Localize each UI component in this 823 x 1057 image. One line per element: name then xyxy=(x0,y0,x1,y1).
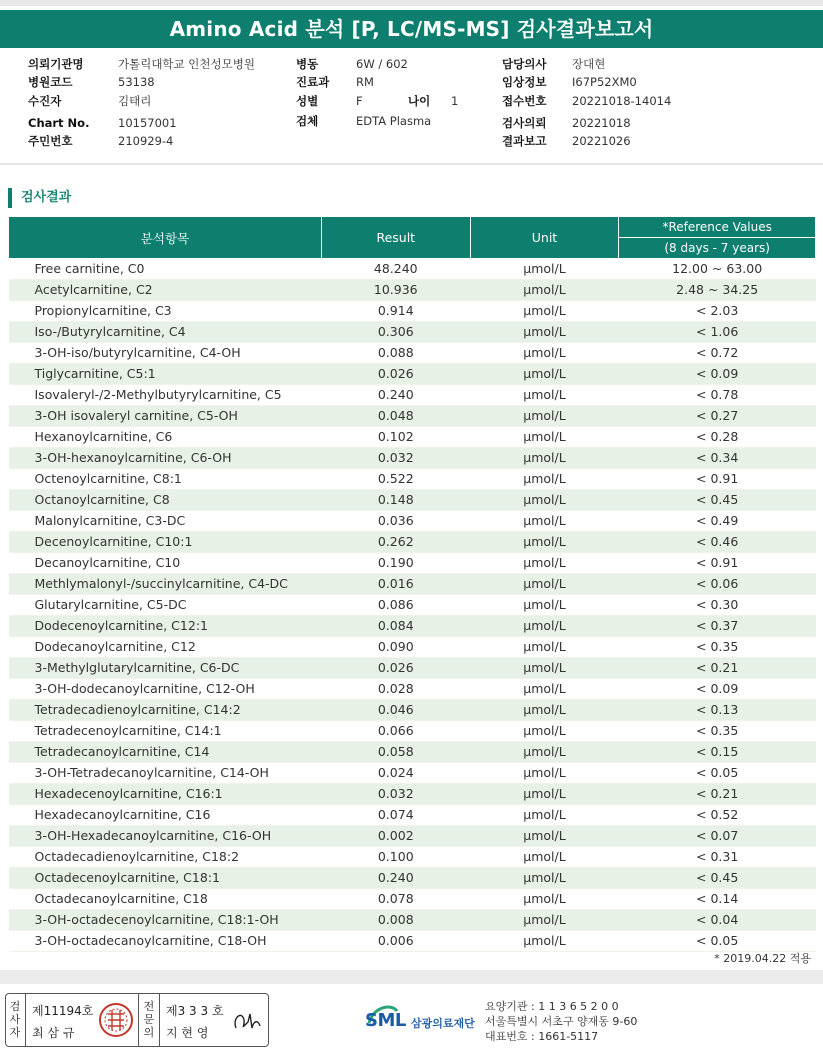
unit-value: μmol/L xyxy=(470,280,619,301)
analyte-name: Iso-/Butyrylcarnitine, C4 xyxy=(9,322,322,343)
result-value: 0.008 xyxy=(321,910,470,931)
footer-band xyxy=(0,970,823,984)
reference-value: < 0.05 xyxy=(619,931,816,952)
table-row xyxy=(9,784,816,805)
unit-value: μmol/L xyxy=(470,532,619,553)
unit-value: μmol/L xyxy=(470,700,619,721)
unit-value: μmol/L xyxy=(470,742,619,763)
divider xyxy=(159,994,160,1046)
unit-value: μmol/L xyxy=(470,595,619,616)
unit-value: μmol/L xyxy=(470,511,619,532)
divider xyxy=(138,994,139,1046)
analyte-name: 3-OH-hexanoylcarnitine, C6-OH xyxy=(9,448,322,469)
table-row xyxy=(9,532,816,553)
unit-value: μmol/L xyxy=(470,448,619,469)
tester-name: 최 삼 규 xyxy=(32,1026,75,1040)
analyte-name: Isovaleryl-/2-Methylbutyrylcarnitine, C5 xyxy=(9,385,322,406)
results-table xyxy=(8,216,816,952)
table-row xyxy=(9,553,816,574)
table-row xyxy=(9,280,816,301)
table-row xyxy=(9,343,816,364)
seal-stamp-icon xyxy=(98,1002,134,1038)
specialist-name: 지 현 영 xyxy=(166,1026,209,1040)
table-row xyxy=(9,427,816,448)
reference-value: < 0.91 xyxy=(619,553,816,574)
reference-value: < 0.35 xyxy=(619,637,816,658)
org-line-2: 서울특별시 서초구 양재동 9-60 xyxy=(485,1015,638,1028)
section-title: 검사결과 xyxy=(8,188,71,208)
info-divider xyxy=(0,163,823,165)
unit-value: μmol/L xyxy=(470,679,619,700)
info-value-age: 1 xyxy=(451,94,459,108)
signature-icon xyxy=(228,1006,264,1036)
info-label: 검사의뢰 xyxy=(502,116,547,130)
reference-value: < 0.34 xyxy=(619,448,816,469)
analyte-name: Malonylcarnitine, C3-DC xyxy=(9,511,322,532)
analyte-name: Tetradecanoylcarnitine, C14 xyxy=(9,742,322,763)
analyte-name: Propionylcarnitine, C3 xyxy=(9,301,322,322)
divider xyxy=(25,994,26,1046)
info-label: 수진자 xyxy=(28,94,62,108)
info-value: I67P52XM0 xyxy=(572,75,637,89)
analyte-name: Decenoylcarnitine, C10:1 xyxy=(9,532,322,553)
unit-value: μmol/L xyxy=(470,721,619,742)
result-value: 0.148 xyxy=(321,490,470,511)
reference-value: < 0.15 xyxy=(619,742,816,763)
table-row xyxy=(9,868,816,889)
table-row xyxy=(9,574,816,595)
info-label: Chart No. xyxy=(28,116,90,130)
reference-value: < 0.78 xyxy=(619,385,816,406)
table-row xyxy=(9,763,816,784)
specialist-label: 전 문 의 xyxy=(143,1000,155,1039)
unit-value: μmol/L xyxy=(470,868,619,889)
result-value: 0.102 xyxy=(321,427,470,448)
result-value: 0.058 xyxy=(321,742,470,763)
info-value: 53138 xyxy=(118,75,155,89)
analyte-name: Free carnitine, C0 xyxy=(9,259,322,280)
reference-value: < 0.35 xyxy=(619,721,816,742)
unit-value: μmol/L xyxy=(470,574,619,595)
table-row xyxy=(9,259,816,280)
table-row xyxy=(9,490,816,511)
unit-value: μmol/L xyxy=(470,259,619,280)
signature-box xyxy=(5,993,269,1047)
results-body xyxy=(9,259,816,952)
analyte-name: Tiglycarnitine, C5:1 xyxy=(9,364,322,385)
unit-value: μmol/L xyxy=(470,406,619,427)
logo-text: SML xyxy=(365,1010,406,1031)
analyte-name: Octadecenoylcarnitine, C18:1 xyxy=(9,868,322,889)
unit-value: μmol/L xyxy=(470,637,619,658)
result-value: 0.046 xyxy=(321,700,470,721)
reference-value: < 0.72 xyxy=(619,343,816,364)
reference-value: < 0.52 xyxy=(619,805,816,826)
analyte-name: 3-OH-Tetradecanoylcarnitine, C14-OH xyxy=(9,763,322,784)
analyte-name: Octenoylcarnitine, C8:1 xyxy=(9,469,322,490)
unit-value: μmol/L xyxy=(470,658,619,679)
analyte-name: 3-OH isovaleryl carnitine, C5-OH xyxy=(9,406,322,427)
result-value: 0.084 xyxy=(321,616,470,637)
table-row xyxy=(9,595,816,616)
table-row xyxy=(9,679,816,700)
unit-value: μmol/L xyxy=(470,763,619,784)
table-row xyxy=(9,406,816,427)
reference-value: < 0.45 xyxy=(619,868,816,889)
header-result: Result xyxy=(321,217,470,259)
unit-value: μmol/L xyxy=(470,826,619,847)
analyte-name: Dodecanoylcarnitine, C12 xyxy=(9,637,322,658)
analyte-name: 3-Methylglutarylcarnitine, C6-DC xyxy=(9,658,322,679)
reference-value: < 0.27 xyxy=(619,406,816,427)
analyte-name: Hexanoylcarnitine, C6 xyxy=(9,427,322,448)
analyte-name: Glutarylcarnitine, C5-DC xyxy=(9,595,322,616)
table-row xyxy=(9,511,816,532)
header-reference: *Reference Values xyxy=(619,217,816,238)
reference-value: < 0.37 xyxy=(619,616,816,637)
table-row xyxy=(9,742,816,763)
result-value: 10.936 xyxy=(321,280,470,301)
unit-value: μmol/L xyxy=(470,427,619,448)
table-row xyxy=(9,448,816,469)
reference-value: < 0.45 xyxy=(619,490,816,511)
info-label: 담당의사 xyxy=(502,57,547,71)
header-reference-range: (8 days - 7 years) xyxy=(619,238,816,259)
reference-value: < 0.05 xyxy=(619,763,816,784)
info-value: 장대현 xyxy=(572,57,606,71)
result-value: 0.036 xyxy=(321,511,470,532)
org-name: 삼광의료재단 xyxy=(411,1017,475,1030)
unit-value: μmol/L xyxy=(470,301,619,322)
header-item: 분석항목 xyxy=(9,217,322,259)
info-label: 병동 xyxy=(296,57,319,71)
unit-value: μmol/L xyxy=(470,364,619,385)
reference-value: < 0.28 xyxy=(619,427,816,448)
info-value: RM xyxy=(356,75,374,89)
org-info xyxy=(485,999,637,1044)
unit-value: μmol/L xyxy=(470,322,619,343)
result-value: 0.026 xyxy=(321,658,470,679)
info-value: 210929-4 xyxy=(118,134,174,148)
result-value: 0.190 xyxy=(321,553,470,574)
reference-value: < 0.06 xyxy=(619,574,816,595)
result-value: 0.024 xyxy=(321,763,470,784)
header-unit: Unit xyxy=(470,217,619,259)
tester-license: 제11194호 xyxy=(32,1004,94,1018)
info-value: 김태리 xyxy=(118,94,152,108)
info-value: 10157001 xyxy=(118,116,177,130)
analyte-name: Octanoylcarnitine, C8 xyxy=(9,490,322,511)
reference-value: < 0.07 xyxy=(619,826,816,847)
unit-value: μmol/L xyxy=(470,616,619,637)
org-line-3: 대표번호 : 1661-5117 xyxy=(485,1030,599,1043)
result-value: 0.026 xyxy=(321,364,470,385)
info-label: 주민번호 xyxy=(28,134,73,148)
info-value: 20221018 xyxy=(572,116,631,130)
result-value: 0.090 xyxy=(321,637,470,658)
result-value: 48.240 xyxy=(321,259,470,280)
reference-value: < 0.14 xyxy=(619,889,816,910)
analyte-name: Octadecanoylcarnitine, C18 xyxy=(9,889,322,910)
analyte-name: Methlymalonyl-/succinylcarnitine, C4-DC xyxy=(9,574,322,595)
result-value: 0.078 xyxy=(321,889,470,910)
result-value: 0.522 xyxy=(321,469,470,490)
specialist-license: 제3 3 3 호 xyxy=(166,1004,224,1018)
reference-value: 2.48 ~ 34.25 xyxy=(619,280,816,301)
result-value: 0.074 xyxy=(321,805,470,826)
info-label: 병원코드 xyxy=(28,75,73,89)
unit-value: μmol/L xyxy=(470,490,619,511)
info-value: F xyxy=(356,94,363,108)
table-row xyxy=(9,469,816,490)
info-value: 6W / 602 xyxy=(356,57,408,71)
analyte-name: 3-OH-dodecanoylcarnitine, C12-OH xyxy=(9,679,322,700)
result-value: 0.006 xyxy=(321,931,470,952)
info-label: 진료과 xyxy=(296,75,330,89)
result-value: 0.240 xyxy=(321,385,470,406)
result-value: 0.048 xyxy=(321,406,470,427)
reference-value: < 0.13 xyxy=(619,700,816,721)
result-value: 0.100 xyxy=(321,847,470,868)
reference-note: * 2019.04.22 적용 xyxy=(714,952,811,965)
table-row xyxy=(9,637,816,658)
result-value: 0.088 xyxy=(321,343,470,364)
reference-value: < 0.21 xyxy=(619,658,816,679)
reference-value: < 0.31 xyxy=(619,847,816,868)
result-value: 0.262 xyxy=(321,532,470,553)
result-value: 0.032 xyxy=(321,448,470,469)
org-line-1: 요양기관 : 1 1 3 6 5 2 0 0 xyxy=(485,1000,619,1013)
unit-value: μmol/L xyxy=(470,931,619,952)
reference-value: < 0.09 xyxy=(619,679,816,700)
table-row xyxy=(9,616,816,637)
table-row xyxy=(9,847,816,868)
unit-value: μmol/L xyxy=(470,385,619,406)
report-title: Amino Acid 분석 [P, LC/MS-MS] 검사결과보고서 xyxy=(0,10,823,48)
analyte-name: Decanoylcarnitine, C10 xyxy=(9,553,322,574)
analyte-name: Octadecadienoylcarnitine, C18:2 xyxy=(9,847,322,868)
unit-value: μmol/L xyxy=(470,847,619,868)
info-value: 20221026 xyxy=(572,134,631,148)
reference-value: < 1.06 xyxy=(619,322,816,343)
table-row xyxy=(9,322,816,343)
unit-value: μmol/L xyxy=(470,784,619,805)
info-value: 20221018-14014 xyxy=(572,94,672,108)
analyte-name: Tetradecadienoylcarnitine, C14:2 xyxy=(9,700,322,721)
result-value: 0.002 xyxy=(321,826,470,847)
analyte-name: Acetylcarnitine, C2 xyxy=(9,280,322,301)
reference-value: 12.00 ~ 63.00 xyxy=(619,259,816,280)
analyte-name: Tetradecenoylcarnitine, C14:1 xyxy=(9,721,322,742)
analyte-name: Dodecenoylcarnitine, C12:1 xyxy=(9,616,322,637)
table-row xyxy=(9,385,816,406)
info-label: 검체 xyxy=(296,114,319,128)
analyte-name: 3-OH-iso/butyrylcarnitine, C4-OH xyxy=(9,343,322,364)
info-label: 접수번호 xyxy=(502,94,547,108)
result-value: 0.028 xyxy=(321,679,470,700)
result-value: 0.306 xyxy=(321,322,470,343)
table-row xyxy=(9,721,816,742)
unit-value: μmol/L xyxy=(470,889,619,910)
result-value: 0.066 xyxy=(321,721,470,742)
info-value: 가톨릭대학교 인천성모병원 xyxy=(118,57,255,71)
table-row xyxy=(9,301,816,322)
table-row xyxy=(9,658,816,679)
table-row xyxy=(9,910,816,931)
info-value: EDTA Plasma xyxy=(356,114,432,128)
reference-value: < 0.46 xyxy=(619,532,816,553)
footer xyxy=(365,997,815,1047)
result-value: 0.016 xyxy=(321,574,470,595)
analyte-name: 3-OH-Hexadecanoylcarnitine, C16-OH xyxy=(9,826,322,847)
unit-value: μmol/L xyxy=(470,469,619,490)
analyte-name: Hexadecanoylcarnitine, C16 xyxy=(9,805,322,826)
result-value: 0.086 xyxy=(321,595,470,616)
info-label: 임상정보 xyxy=(502,75,547,89)
info-label: 결과보고 xyxy=(502,134,547,148)
result-value: 0.032 xyxy=(321,784,470,805)
result-value: 0.914 xyxy=(321,301,470,322)
result-value: 0.240 xyxy=(321,868,470,889)
reference-value: < 0.04 xyxy=(619,910,816,931)
table-row xyxy=(9,700,816,721)
top-strip xyxy=(0,0,823,6)
reference-value: < 0.09 xyxy=(619,364,816,385)
table-row xyxy=(9,364,816,385)
tester-label: 검 사 자 xyxy=(9,1000,21,1039)
analyte-name: 3-OH-octadecenoylcarnitine, C18:1-OH xyxy=(9,910,322,931)
info-label: 의뢰기관명 xyxy=(28,57,84,71)
table-row xyxy=(9,931,816,952)
reference-value: < 0.30 xyxy=(619,595,816,616)
reference-value: < 2.03 xyxy=(619,301,816,322)
reference-value: < 0.49 xyxy=(619,511,816,532)
unit-value: μmol/L xyxy=(470,805,619,826)
reference-value: < 0.91 xyxy=(619,469,816,490)
table-row xyxy=(9,826,816,847)
info-label-age: 나이 xyxy=(408,94,431,108)
analyte-name: Hexadecenoylcarnitine, C16:1 xyxy=(9,784,322,805)
analyte-name: 3-OH-octadecanoylcarnitine, C18-OH xyxy=(9,931,322,952)
table-row xyxy=(9,889,816,910)
info-label: 성별 xyxy=(296,94,319,108)
unit-value: μmol/L xyxy=(470,910,619,931)
unit-value: μmol/L xyxy=(470,553,619,574)
reference-value: < 0.21 xyxy=(619,784,816,805)
unit-value: μmol/L xyxy=(470,343,619,364)
table-row xyxy=(9,805,816,826)
